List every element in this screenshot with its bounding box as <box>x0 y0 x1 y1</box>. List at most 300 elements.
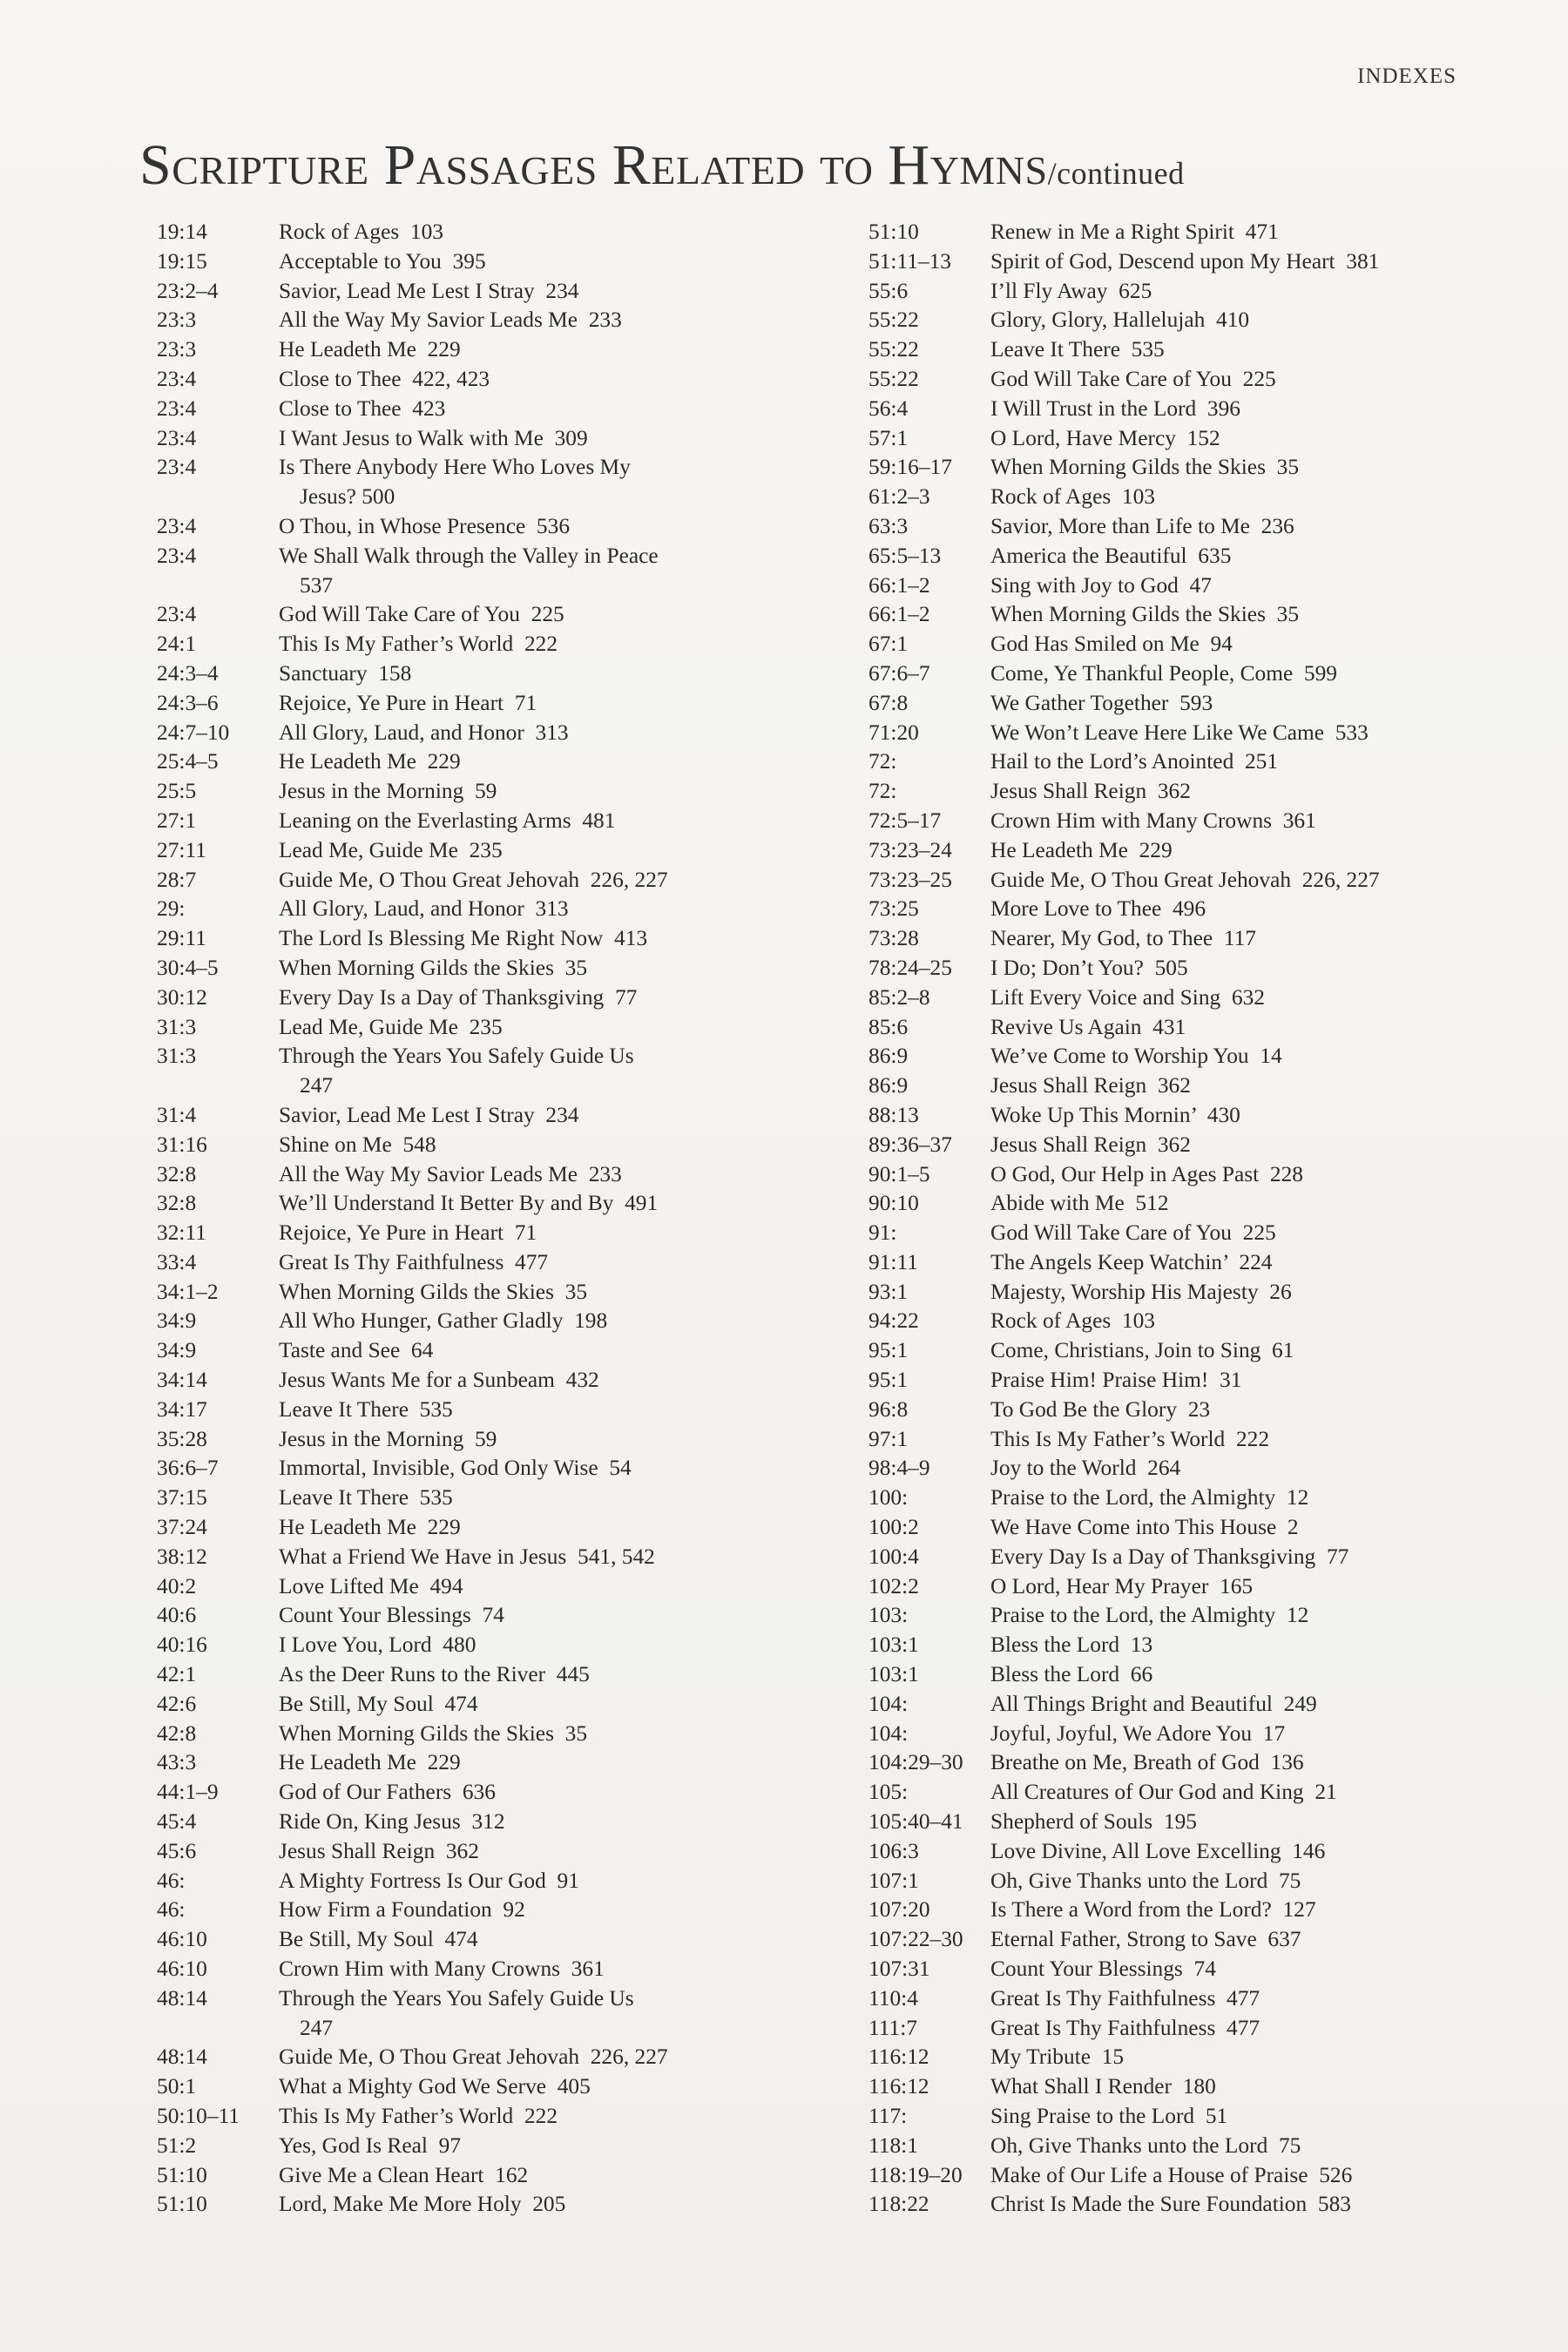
hymn-title-text: Immortal, Invisible, God Only Wise 54 <box>279 1456 632 1481</box>
hymn-title-text: Praise Him! Praise Him! 31 <box>990 1368 1242 1393</box>
index-entry <box>157 1484 767 1513</box>
scripture-reference: 67:1 <box>868 632 909 657</box>
hymn-title-text: Close to Thee 423 <box>279 395 446 421</box>
hymn-title <box>279 365 490 395</box>
hymn-title <box>279 836 503 866</box>
hymn-title <box>990 1837 1325 1867</box>
index-entry <box>868 630 1478 659</box>
hymn-title <box>990 306 1249 335</box>
hymn-title-text: Great Is Thy Faithfulness 477 <box>990 1985 1260 2011</box>
hymn-title <box>279 542 659 601</box>
hymn-title <box>279 395 445 424</box>
hymn-title-text: We Won’t Leave Here Like We Came 533 <box>990 720 1369 745</box>
index-entry <box>868 1189 1478 1219</box>
hymn-title <box>990 335 1165 365</box>
scripture-reference: 103:1 <box>868 1632 919 1658</box>
index-entry <box>868 306 1478 335</box>
hymn-title <box>990 2161 1352 2191</box>
hymn-title <box>279 1955 605 1984</box>
hymn-title-text: Praise to the Lord, the Almighty 12 <box>990 1603 1309 1628</box>
index-entry <box>157 777 767 807</box>
index-entry <box>868 218 1478 247</box>
hymn-title <box>990 1955 1216 1984</box>
hymn-title-text: Sing with Joy to God 47 <box>990 572 1212 598</box>
scripture-reference: 104: <box>868 1691 909 1716</box>
hymn-title <box>279 630 558 659</box>
scripture-reference: 37:24 <box>157 1515 207 1540</box>
index-entry <box>868 866 1478 896</box>
index-entry <box>868 659 1478 689</box>
index-entry <box>868 777 1478 807</box>
hymn-title-text: How Firm a Foundation 92 <box>279 1897 525 1923</box>
hymn-title <box>279 600 564 630</box>
hymn-title <box>990 1454 1180 1484</box>
hymn-title-text: Rejoice, Ye Pure in Heart 71 <box>279 690 537 715</box>
hymn-title-continuation: 537 <box>300 572 334 598</box>
index-entry <box>157 1042 767 1101</box>
hymn-title-text: Shine on Me 548 <box>279 1132 436 1157</box>
scripture-reference: 78:24–25 <box>868 955 952 980</box>
index-entry <box>868 600 1478 630</box>
index-entry <box>868 1660 1478 1690</box>
hymn-title <box>990 1013 1186 1043</box>
hymn-title-text: He Leadeth Me 229 <box>279 1515 461 1540</box>
hymn-title-text: O God, Our Help in Ages Past 228 <box>990 1161 1303 1186</box>
hymn-title-text: Is There a Word from the Lord? 127 <box>990 1897 1316 1923</box>
index-entry <box>157 1955 767 1984</box>
index-entry <box>157 659 767 689</box>
hymn-title <box>279 512 570 542</box>
hymn-title <box>990 1778 1337 1808</box>
hymn-title-text: Count Your Blessings 74 <box>990 1957 1216 1982</box>
hymn-title-text: Jesus Shall Reign 362 <box>990 1073 1191 1098</box>
hymn-title <box>990 483 1155 512</box>
index-entry <box>157 247 767 277</box>
hymn-title-text: All Glory, Laud, and Honor 313 <box>279 896 569 922</box>
scripture-reference: 100:4 <box>868 1544 919 1569</box>
hymn-title-text: Joyful, Joyful, We Adore You 17 <box>990 1720 1286 1746</box>
index-entry <box>157 1867 767 1896</box>
index-entry <box>157 719 767 748</box>
index-entry <box>157 2043 767 2072</box>
scripture-reference: 23:3 <box>157 337 197 362</box>
scripture-reference: 107:31 <box>868 1957 930 1982</box>
hymn-title <box>990 1543 1348 1572</box>
scripture-reference: 102:2 <box>868 1573 919 1598</box>
hymn-title <box>279 1720 587 1749</box>
hymn-title-text: Come, Christians, Join to Sing 61 <box>990 1338 1294 1363</box>
hymn-title <box>990 1631 1152 1660</box>
hymn-title <box>279 1690 478 1720</box>
index-entry <box>157 2190 767 2220</box>
scripture-reference: 97:1 <box>868 1426 909 1451</box>
scripture-reference: 50:1 <box>157 2074 197 2099</box>
hymn-title-text: What Shall I Render 180 <box>990 2074 1216 2099</box>
scripture-reference: 25:5 <box>157 779 197 804</box>
scripture-reference: 105:40–41 <box>868 1809 963 1835</box>
index-entry <box>157 1160 767 1190</box>
index-entry <box>157 1543 767 1572</box>
index-entry <box>868 689 1478 719</box>
hymn-title <box>279 2161 528 2191</box>
scripture-reference: 55:22 <box>868 337 919 362</box>
scripture-reference: 63:3 <box>868 513 909 538</box>
index-entry <box>868 747 1478 777</box>
hymn-title-text: We’ll Understand It Better By and By 491 <box>279 1191 659 1216</box>
hymn-title <box>990 777 1191 807</box>
hymn-title-text: Jesus in the Morning 59 <box>279 1426 497 1451</box>
hymn-title <box>990 689 1213 719</box>
scripture-reference: 107:1 <box>868 1868 919 1893</box>
index-entry <box>157 689 767 719</box>
hymn-title <box>279 1454 632 1484</box>
hymn-title <box>279 1396 453 1425</box>
index-entry <box>868 1572 1478 1602</box>
hymn-title <box>279 1189 658 1219</box>
index-entry <box>868 335 1478 365</box>
hymn-title <box>279 1896 525 1925</box>
hymn-title-text: Jesus Shall Reign 362 <box>990 779 1191 804</box>
scripture-reference: 88:13 <box>868 1102 919 1127</box>
index-entry <box>157 395 767 424</box>
index-entry <box>868 424 1478 454</box>
index-entry <box>868 1601 1478 1631</box>
hymn-title <box>990 1896 1316 1925</box>
hymn-title <box>279 2190 565 2220</box>
index-entry <box>157 600 767 630</box>
hymn-title <box>279 1572 463 1602</box>
index-entry <box>157 1307 767 1336</box>
index-entry <box>868 983 1478 1013</box>
hymn-title <box>279 1219 537 1248</box>
scripture-reference: 73:28 <box>868 926 919 951</box>
hymn-title <box>990 512 1294 542</box>
scripture-reference: 116:12 <box>868 2074 929 2099</box>
scripture-reference: 67:6–7 <box>868 660 930 686</box>
hymn-title-text: God Will Take Care of You 225 <box>990 1220 1276 1246</box>
hymn-title-text: When Morning Gilds the Skies 35 <box>279 1720 588 1746</box>
hymn-title <box>279 424 588 454</box>
page-title-suffix: /continued <box>1047 156 1185 191</box>
scripture-reference: 19:14 <box>157 220 207 244</box>
hymn-title-text: All the Way My Savior Leads Me 233 <box>279 308 622 333</box>
scripture-reference: 46: <box>157 1868 186 1893</box>
hymn-title-text: God Will Take Care of You 225 <box>279 602 564 627</box>
scripture-reference: 85:6 <box>868 1014 909 1039</box>
index-entry <box>157 836 767 866</box>
hymn-title <box>990 218 1279 247</box>
hymn-title-text: Sanctuary 158 <box>279 660 412 686</box>
hymn-title-text: Savior, Lead Me Lest I Stray 234 <box>279 1102 579 1127</box>
hymn-title-text: We Shall Walk through the Valley in Peace <box>279 543 659 568</box>
index-entry <box>157 630 767 659</box>
hymn-title <box>990 2043 1124 2072</box>
hymn-title-text: Ride On, King Jesus 312 <box>279 1809 505 1835</box>
index-entry <box>868 1131 1478 1160</box>
hymn-title-text: Jesus Shall Reign 362 <box>990 1132 1191 1157</box>
hymn-title-text: I Love You, Lord 480 <box>279 1632 476 1658</box>
index-entry <box>157 983 767 1013</box>
hymn-title-text: Joy to the World 264 <box>990 1456 1181 1481</box>
hymn-title-text: Be Still, My Soul 474 <box>279 1691 478 1716</box>
hymn-title <box>279 1278 587 1308</box>
hymn-title-text: Leave It There 535 <box>279 1396 453 1422</box>
index-entry <box>157 1425 767 1455</box>
hymn-title-text: Sing Praise to the Lord 51 <box>990 2104 1228 2128</box>
hymn-title <box>279 453 631 512</box>
index-entry <box>868 1543 1478 1572</box>
hymn-title-text: God of Our Fathers 636 <box>279 1780 496 1805</box>
hymn-title <box>279 1984 634 2044</box>
hymn-title <box>279 924 647 954</box>
hymn-title <box>990 866 1380 896</box>
scripture-reference: 91: <box>868 1220 897 1246</box>
scripture-reference: 23:4 <box>157 602 197 627</box>
hymn-title <box>990 1189 1169 1219</box>
hymn-title-text: Oh, Give Thanks unto the Lord 75 <box>990 2132 1301 2158</box>
index-entry <box>157 1601 767 1631</box>
hymn-title-text: O Thou, in Whose Presence 536 <box>279 513 571 538</box>
scripture-reference: 59:16–17 <box>868 455 952 480</box>
index-entry <box>868 1425 1478 1455</box>
index-entry <box>868 954 1478 983</box>
scripture-reference: 31:3 <box>157 1014 197 1039</box>
hymn-title <box>990 1925 1301 1955</box>
hymn-title <box>990 1336 1294 1366</box>
hymn-title <box>990 424 1220 454</box>
scripture-reference: 56:4 <box>868 395 909 421</box>
hymn-title-text: Come, Ye Thankful People, Come 599 <box>990 660 1338 686</box>
scripture-reference: 90:1–5 <box>868 1161 930 1186</box>
scripture-reference: 42:1 <box>157 1662 197 1687</box>
index-entry <box>868 1837 1478 1867</box>
index-entry <box>157 1572 767 1602</box>
index-entry <box>868 895 1478 924</box>
scripture-reference: 31:3 <box>157 1044 197 1069</box>
scripture-reference: 23:4 <box>157 395 197 421</box>
index-entry <box>868 365 1478 395</box>
hymn-title-text: The Lord Is Blessing Me Right Now 413 <box>279 926 648 951</box>
index-entry <box>868 1160 1478 1190</box>
hymn-title <box>279 1248 548 1278</box>
hymn-title <box>279 1543 655 1572</box>
scripture-reference: 35:28 <box>157 1426 207 1451</box>
hymn-title-text: This Is My Father’s World 222 <box>990 1426 1270 1451</box>
index-entry <box>868 1219 1478 1248</box>
scripture-reference: 51:10 <box>868 220 919 244</box>
hymn-title-text: When Morning Gilds the Skies 35 <box>279 1279 588 1304</box>
scripture-reference: 86:9 <box>868 1073 909 1098</box>
hymn-title <box>990 247 1379 277</box>
hymn-title <box>279 1925 478 1955</box>
hymn-title-text: Glory, Glory, Hallelujah 410 <box>990 308 1250 333</box>
index-entry <box>157 2072 767 2102</box>
index-entry <box>868 542 1478 571</box>
scripture-reference: 57:1 <box>868 425 909 450</box>
scripture-reference: 100:2 <box>868 1515 919 1540</box>
scripture-reference: 34:9 <box>157 1338 197 1363</box>
hymn-title-text: Through the Years You Safely Guide Us <box>279 1985 634 2011</box>
hymn-title <box>990 1425 1269 1455</box>
hymn-title-text: Oh, Give Thanks unto the Lord 75 <box>990 1868 1301 1893</box>
hymn-title <box>990 571 1212 601</box>
scripture-reference: 30:12 <box>157 984 207 1010</box>
hymn-title-continuation: 247 <box>300 2015 334 2040</box>
hymn-title <box>279 1748 461 1778</box>
hymn-title <box>990 895 1206 924</box>
index-entry <box>868 1071 1478 1101</box>
hymn-title <box>990 1366 1241 1396</box>
index-entry <box>868 1454 1478 1484</box>
scripture-reference: 73:25 <box>868 896 919 922</box>
scripture-reference: 42:8 <box>157 1720 197 1746</box>
scripture-reference: 30:4–5 <box>157 955 219 980</box>
hymn-title <box>990 2014 1260 2044</box>
hymn-title-text: As the Deer Runs to the River 445 <box>279 1662 590 1687</box>
hymn-title <box>990 836 1173 866</box>
hymn-title <box>990 747 1278 777</box>
scripture-reference: 116:12 <box>868 2044 929 2070</box>
hymn-title <box>279 1307 607 1336</box>
hymn-title <box>279 335 461 365</box>
scripture-reference: 55:6 <box>868 278 909 303</box>
scripture-reference: 66:1–2 <box>868 602 930 627</box>
hymn-title <box>990 1101 1240 1131</box>
hymn-title <box>990 1601 1308 1631</box>
hymn-title <box>990 1307 1155 1336</box>
index-entry <box>157 1101 767 1131</box>
scripture-reference: 95:1 <box>868 1368 909 1393</box>
scripture-reference: 23:4 <box>157 425 197 450</box>
index-entry <box>157 807 767 836</box>
scripture-reference: 106:3 <box>868 1838 919 1863</box>
hymn-title-text: Close to Thee 422, 423 <box>279 366 490 391</box>
index-entry <box>157 2102 767 2132</box>
scripture-reference: 31:4 <box>157 1102 197 1127</box>
hymn-title <box>990 1513 1299 1543</box>
hymn-title <box>279 954 587 983</box>
scripture-reference: 24:3–4 <box>157 660 219 686</box>
hymn-title-text: What a Friend We Have in Jesus 541, 542 <box>279 1544 655 1569</box>
hymn-title-text: Great Is Thy Faithfulness 477 <box>279 1249 549 1274</box>
hymn-title-text: Spirit of God, Descend upon My Heart 381 <box>990 248 1380 274</box>
hymn-title-text: When Morning Gilds the Skies 35 <box>990 602 1300 627</box>
scripture-reference: 50:10–11 <box>157 2104 240 2128</box>
hymn-title-text: Jesus Shall Reign 362 <box>279 1838 479 1863</box>
scripture-reference: 98:4–9 <box>868 1456 930 1481</box>
hymn-title <box>279 1484 453 1513</box>
page-title-main: Scripture Passages Related to Hymns <box>139 133 1048 197</box>
hymn-title <box>990 1690 1317 1720</box>
index-entry <box>157 542 767 601</box>
index-entry <box>157 1778 767 1808</box>
hymn-title <box>990 2072 1216 2102</box>
scripture-reference: 61:2–3 <box>868 484 930 510</box>
scripture-reference: 48:14 <box>157 1985 207 2011</box>
scripture-reference: 31:16 <box>157 1132 207 1157</box>
hymn-title-text: We’ve Come to Worship You 14 <box>990 1044 1282 1069</box>
hymn-title <box>990 1572 1253 1602</box>
scripture-reference: 103: <box>868 1603 909 1628</box>
index-entry <box>868 1690 1478 1720</box>
scripture-reference: 104:29–30 <box>868 1750 963 1775</box>
index-entry <box>157 1013 767 1043</box>
index-entry <box>868 1896 1478 1925</box>
scripture-reference: 105: <box>868 1780 909 1805</box>
index-entry <box>157 866 767 896</box>
scripture-reference: 118:1 <box>868 2132 918 2158</box>
index-entry <box>157 1748 767 1778</box>
index-entry <box>868 2132 1478 2161</box>
index-entry <box>868 247 1478 277</box>
scripture-reference: 111:7 <box>868 2015 917 2040</box>
hymn-title-text: O Lord, Have Mercy 152 <box>990 425 1220 450</box>
hymn-title <box>279 1425 497 1455</box>
hymn-title-text: Leaning on the Everlasting Arms 481 <box>279 808 616 833</box>
scripture-reference: 118:19–20 <box>868 2162 963 2187</box>
index-entry <box>868 836 1478 866</box>
hymn-title-text: Bless the Lord 66 <box>990 1662 1153 1687</box>
hymn-title <box>279 1131 436 1160</box>
hymn-title <box>279 1160 622 1190</box>
hymn-title <box>990 1042 1282 1071</box>
hymn-title <box>990 954 1188 983</box>
hymn-title <box>990 542 1231 571</box>
scripture-reference: 72:5–17 <box>868 808 942 833</box>
scripture-reference: 34:17 <box>157 1396 207 1422</box>
scripture-reference: 85:2–8 <box>868 984 930 1010</box>
index-entry <box>157 306 767 335</box>
scripture-reference: 32:8 <box>157 1191 197 1216</box>
hymn-title <box>279 1042 634 1101</box>
scripture-reference: 51:10 <box>157 2192 207 2217</box>
hymn-title-text: Hail to the Lord’s Anointed 251 <box>990 749 1279 774</box>
index-entry <box>868 1720 1478 1749</box>
index-entry <box>157 1808 767 1837</box>
hymn-title-text: Lift Every Voice and Sing 632 <box>990 984 1265 1010</box>
index-entry <box>157 335 767 365</box>
hymn-title <box>990 630 1233 659</box>
scripture-reference: 55:22 <box>868 308 919 333</box>
hymn-title <box>990 365 1276 395</box>
hymn-title-text: When Morning Gilds the Skies 35 <box>279 955 588 980</box>
scripture-reference: 86:9 <box>868 1044 909 1069</box>
hymn-title-text: When Morning Gilds the Skies 35 <box>990 455 1300 480</box>
hymn-title <box>279 1778 496 1808</box>
hymn-title <box>990 1867 1301 1896</box>
scripture-reference: 24:7–10 <box>157 720 230 745</box>
scripture-reference: 33:4 <box>157 1249 197 1274</box>
hymn-title <box>279 2102 558 2132</box>
hymn-title <box>279 777 497 807</box>
scripture-reference: 89:36–37 <box>868 1132 952 1157</box>
hymn-title-text: I Do; Don’t You? 505 <box>990 955 1188 980</box>
hymn-title-text: We Have Come into This House 2 <box>990 1515 1299 1540</box>
hymn-title <box>990 1131 1191 1160</box>
scripture-reference: 24:3–6 <box>157 690 219 715</box>
hymn-title-text: Abide with Me 512 <box>990 1191 1169 1216</box>
index-entry <box>157 512 767 542</box>
scripture-reference: 71:20 <box>868 720 919 745</box>
hymn-title-text: God Has Smiled on Me 94 <box>990 632 1233 657</box>
hymn-title-text: Rock of Ages 103 <box>990 1308 1156 1334</box>
hymn-title-text: He Leadeth Me 229 <box>279 337 461 362</box>
index-entry <box>157 1631 767 1660</box>
hymn-title-text: We Gather Together 593 <box>990 690 1213 715</box>
index-entry <box>157 1984 767 2044</box>
hymn-title-text: Guide Me, O Thou Great Jehovah 226, 227 <box>990 867 1380 892</box>
scripture-reference: 45:6 <box>157 1838 197 1863</box>
